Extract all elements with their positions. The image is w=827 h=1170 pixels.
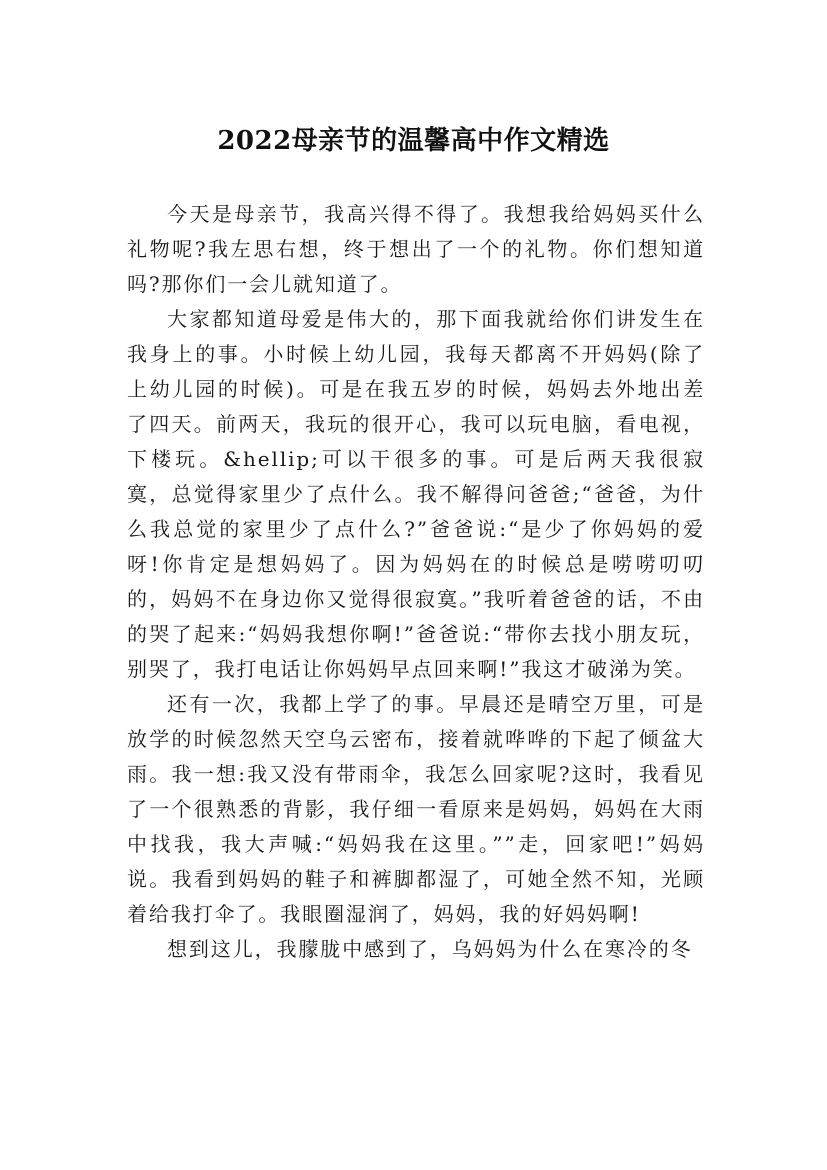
paragraph: 还有一次，我都上学了的事。早晨还是晴空万里，可是放学的时候忽然天空乌云密布，接着就哗哗的下起了倾盆大雨。我一想:我又没有带雨伞，我怎么回家呢?这时，我看见了一个很熟悉的背影，我仔细一看原来是妈妈，妈妈在大雨中找我，我大声喊:“妈妈我在这里。””走，回家吧!”妈妈说。我看到妈妈的鞋子和裤脚都湿了，可她全然不知，光顾着给我打伞了。我眼圈湿润了，妈妈，我的好妈妈啊! [127,692,705,926]
paragraph: 今天是母亲节，我高兴得不得了。我想我给妈妈买什么礼物呢?我左思右想，终于想出了一个的礼物。你们想知道吗?那你们一会儿就知道了。 [127,202,705,296]
paragraph: 大家都知道母爱是伟大的，那下面我就给你们讲发生在我身上的事。小时候上幼儿园，我每天都离不开妈妈(除了上幼儿园的时候)。可是在我五岁的时候，妈妈去外地出差了四天。前两天，我玩的很开心，我可以玩电脑，看电视，下楼玩。&hellip;可以干很多的事。可是后两天我很寂寞，总觉得家里少了点什么。我不解得问爸爸;“爸爸，为什么我总觉的家里少了点什么?”爸爸说:“是少了你妈妈的爱呀!你肯定是想妈妈了。因为妈妈在的时候总是唠唠叨叨的，妈妈不在身边你又觉得很寂寞。”我听着爸爸的话，不由的哭了起来:“妈妈我想你啊!”爸爸说:“带你去找小朋友玩，别哭了，我打电话让你妈妈早点回来啊!”我这才破涕为笑。 [127,307,705,681]
paragraph: 想到这儿，我朦胧中感到了，乌妈妈为什么在寒冷的冬 [167,937,693,961]
document-title: 2022母亲节的温馨高中作文精选 [217,126,610,157]
document-body [127,197,705,967]
